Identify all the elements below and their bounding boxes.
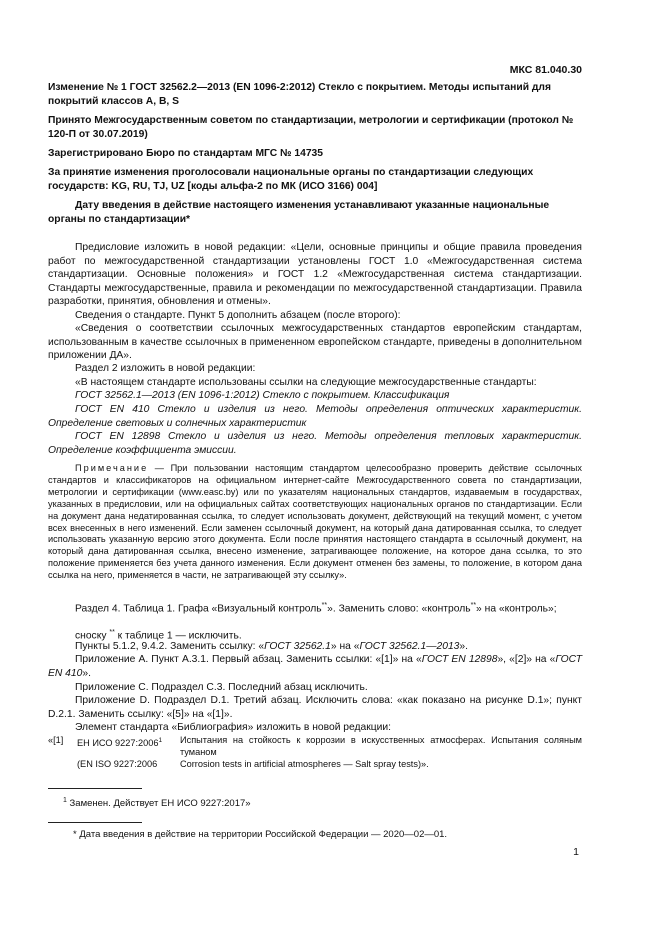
appendix-c-paragraph: Приложение С. Подраздел С.3. Последний абзац исключить. — [75, 682, 368, 693]
voted-statement: За принятие изменения проголосовали национальные органы по стандартизации следующих государств: KG, RU, TJ, UZ [коды альфа-2 по МК (ИСО 3166) 004] — [48, 167, 534, 192]
page-number: 1 — [573, 846, 579, 858]
reference-gost-en-12898: ГОСТ EN 12898 Стекло и изделия из него. Методы определения тепловых характеристик. Определение коэффициента эмиссии. — [48, 431, 582, 456]
mks-code: МКС 81.040.30 — [509, 64, 582, 76]
points-paragraph: Пункты 5.1.2, 9.4.2. Заменить ссылку: «ГОСТ 32562.1» на «ГОСТ 32562.1—2013». — [75, 641, 468, 652]
note-text: — При пользовании настоящим стандартом целесообразно проверить действие ссылочных стандартов и классификаторов на официальном интернет-сайте Межгосударственного совета по стандартизации, метрологии и сертификации (www.easc.by) или по указателям национальных стандартов, издаваемым в государствах, указанных в предисловии, или на официальных сайтах соответствующих национальных органов по стандартизации. Если на документ дана недатированная ссылка, то следует использовать документ, действующий на текущий момент, с учетом всех внесенных в него изменений. Если заменен ссылочный документ, на который дана датированная ссылка, то следует использовать указанную версию этого документа. Если после принятия настоящего стандарта в ссылочный документ, на который дана датированная ссылка, внесено изменение, затрагивающее положение, на которое дана ссылка, то это положение применяется без учета данного изменения. Если документ отменен без замены, то положение, в котором дана ссылка на него, применяется в части, не затрагивающей эту ссылку». — [48, 463, 582, 581]
bibliography-standard: ЕН ИСО 9227:2006$^1$ — [77, 737, 163, 749]
bibliography-description: Испытания на стойкость к коррозии в искусственных атмосферах. Испытания соляным туманом — [180, 735, 582, 757]
bibliography-intro: Элемент стандарта «Библиография» изложить в новой редакции: — [75, 722, 392, 733]
conformity-paragraph: «Сведения о соответствии ссылочных межгосударственных стандартов европейским стандартам, использованным в качестве ссылочных в примененном европейском стандарте, приведены в дополнительном приложении ДА». — [48, 323, 582, 362]
footnote-1: $^1$ Заменен. Действует ЕН ИСО 9227:2017» — [63, 797, 251, 810]
bibliography-number: «[1] — [48, 735, 64, 745]
bibliography-standard-en: (EN ISO 9227:2006 — [77, 759, 158, 769]
footnote-removal-paragraph: сноску ** к таблице 1 — исключить. — [75, 629, 242, 642]
effective-date-statement: Дату введения в действие настоящего изменения устанавливают указанные национальные органы по стандартизации* — [48, 200, 550, 225]
note-label: Примечание — [75, 463, 149, 473]
footnote-separator — [48, 788, 142, 789]
note-block — [48, 463, 582, 582]
amendment-title: Изменение № 1 ГОСТ 32562.2—2013 (EN 1096-2:2012) Стекло с покрытием. Методы испытаний для покрытий классов А, В, S — [48, 82, 551, 107]
bibliography-description-en: Corrosion tests in artificial atmospheres — Salt spray tests)». — [180, 759, 429, 769]
section-2-paragraph: Раздел 2 изложить в новой редакции: — [75, 363, 256, 374]
section-4-paragraph: Раздел 4. Таблица 1. Графа «Визуальный контроль**». Заменить слово: «контроль**» на «контроль»; — [75, 602, 557, 615]
references-intro: «В настоящем стандарте использованы ссылки на следующие межгосударственные стандарты: — [75, 377, 537, 388]
appendix-d-paragraph: Приложение D. Подраздел D.1. Третий абзац. Исключить слова: «как показано на рисунке D.1»; пункт D.2.1. Заменить ссылку: «[5]» на «[1]». — [48, 695, 582, 720]
appendix-a-paragraph: Приложение А. Пункт А.3.1. Первый абзац. Заменить ссылки: «[1]» на «ГОСТ EN 12898», «[2]» на «ГОСТ EN 410». — [48, 654, 582, 679]
footnote-separator — [48, 822, 142, 823]
reference-gost-en-410: ГОСТ EN 410 Стекло и изделия из него. Методы определения оптических характеристик. Определение световых и солнечных характеристик — [48, 404, 582, 429]
adopted-statement: Принято Межгосударственным советом по стандартизации, метрологии и сертификации (протокол № 120-П от 30.07.2019) — [48, 115, 574, 140]
standard-info-paragraph: Сведения о стандарте. Пункт 5 дополнить абзацем (после второго): — [75, 310, 401, 321]
footnote-effective-date: * Дата введения в действие на территории Российской Федерации — 2020—02—01. — [73, 829, 448, 840]
preface-paragraph: Предисловие изложить в новой редакции: «Цели, основные принципы и общие правила проведения работ по межгосударственной стандартизации установлены ГОСТ 1.0 «Межгосударственная система стандартизации. Основные положения» и ГОСТ 1.2 «Межгосударственная система стандартизации. Стандарты межгосударственные, правила и рекомендации по межгосударственной стандартизации. Правила разработки, принятия, обновления и отмены». — [48, 242, 582, 308]
registered-statement: Зарегистрировано Бюро по стандартам МГС № 14735 — [48, 148, 324, 159]
reference-gost-32562-1: ГОСТ 32562.1—2013 (EN 1096-1:2012) Стекло с покрытием. Классификация — [75, 390, 450, 401]
